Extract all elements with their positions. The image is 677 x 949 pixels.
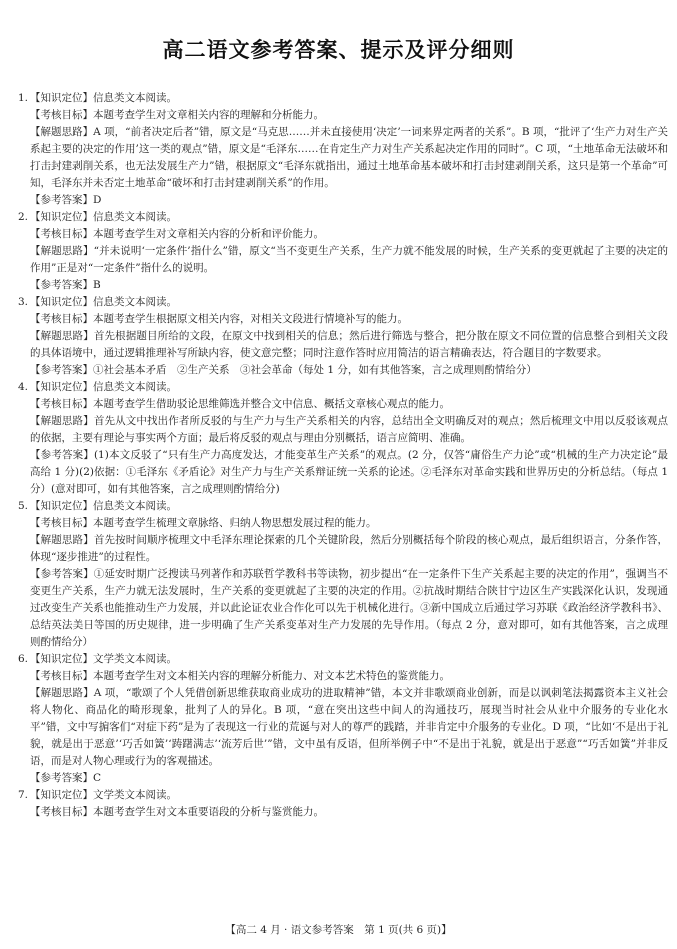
answer-item-line — [18, 311, 668, 328]
answer-item — [18, 90, 668, 209]
answer-text: 【考核目标】本题考查学生梳理文章脉络、归纳人物思想发展过程的能力。 — [30, 517, 377, 529]
answer-text: 【解题思路】“并未说明‘一定条件’指什么”错，原文“当不变更生产关系，生产力就不能发展的时候，生产关系的变更就起了主要的决定的作用”正是对“一定条件”指什么的说明。 — [30, 245, 668, 274]
answer-text: 【知识定位】信息类文本阅读。 — [30, 296, 177, 308]
answer-item-first-line — [18, 379, 668, 396]
answer-item-first-line — [18, 498, 668, 515]
answer-text: 【知识定位】信息类文本阅读。 — [30, 211, 177, 223]
answer-item-line — [18, 328, 668, 362]
answer-text: 【参考答案】①社会基本矛盾 ②生产关系 ③社会革命（每处 1 分，如有其他答案，言之成理则酌情给分） — [30, 364, 537, 376]
answer-item-line — [18, 413, 668, 447]
answer-text: 【知识定位】信息类文本阅读。 — [30, 92, 177, 104]
answer-item-first-line — [18, 90, 668, 107]
answer-item — [18, 209, 668, 294]
question-number: 5. — [18, 500, 29, 512]
answer-text: 【解题思路】A 项，“前者决定后者”错，原文是“马克思……并未直接使用‘决定’一词来界定两者的关系”。B 项，“批评了‘生产力对生产关系起主要的决定的作用’这一类的观点”错，原文是“毛泽东……在肯定生产力对生产关系起决定作用的同时”。C 项，“土地革命无法破坏和打击封建剥削关系，也无法发展生产力”错，根据原文“毛泽东就指出，通过土地革命基本破坏和打击封建剥削关系，这只是第一个革命”可知，毛泽东并未否定土地革命“破坏和打击封建剥削关系”的作用。 — [30, 126, 668, 189]
answer-item — [18, 787, 668, 821]
answer-item-line — [18, 396, 668, 413]
answer-item — [18, 379, 668, 498]
answer-item-line — [18, 668, 668, 685]
answer-text: 【考核目标】本题考查学生根据原文相关内容，对相关文段进行情境补写的能力。 — [30, 313, 408, 325]
answer-text: 【参考答案】①延安时期广泛搜读马列著作和苏联哲学教科书等读物，初步提出“在一定条件下生产关系起主要的决定的作用”，强调当不变更生产关系，生产力就无法发展时，生产关系的变更就起了主要的决定的作用。②抗战时期结合陕甘宁边区生产实践深化认识，发现通过改变生产关系也能推动生产力发展，并以此论证农业合作化可以先于机械化进行。③新中国成立后通过学习苏联《政治经济学教科书》、总结英法美日等国的历史规律，进一步明确了生产关系变革对生产力发展的先导作用。（每点 2 分，意对即可，如有其他答案，言之成理则酌情给分） — [30, 568, 668, 648]
answer-item-line — [18, 447, 668, 498]
answer-item-line — [18, 243, 668, 277]
question-number: 7. — [18, 789, 29, 801]
answer-text: 【考核目标】本题考查学生对文本重要语段的分析与鉴赏能力。 — [30, 806, 324, 818]
answer-list — [18, 90, 668, 821]
question-number: 3. — [18, 296, 29, 308]
question-number: 4. — [18, 381, 29, 393]
answer-item-line — [18, 770, 668, 787]
answer-item-line — [18, 362, 668, 379]
question-number: 2. — [18, 211, 29, 223]
answer-text: 【解题思路】首先根据题目所给的文段，在原文中找到相关的信息；然后进行筛选与整合，把分散在原文不同位置的信息整合到相关文段的具体语境中，通过逻辑推理补写所缺内容，使文意完整；同时注意作答时应用简洁的语言精确表达，符合题目的字数要求。 — [30, 330, 668, 359]
answer-text: 【考核目标】本题考查学生对文章相关内容的分析和评价能力。 — [30, 228, 324, 240]
answer-item-line — [18, 277, 668, 294]
answer-text: 【解题思路】首先按时间顺序梳理文中毛泽东理论探索的几个关键阶段，然后分别概括每个阶段的核心观点，最后组织语言，分条作答，体现“逐步推进”的过程性。 — [30, 534, 668, 563]
answer-item — [18, 498, 668, 651]
answer-item-line — [18, 107, 668, 124]
question-number: 6. — [18, 653, 29, 665]
answer-item-line — [18, 124, 668, 192]
answer-text: 【知识定位】文学类文本阅读。 — [30, 653, 177, 665]
answer-item-first-line — [18, 294, 668, 311]
answer-item-line — [18, 515, 668, 532]
answer-text: 【参考答案】(1)本文反驳了“只有生产力高度发达，才能变革生产关系”的观点。(2 分，仅答“庸俗生产力论”或“机械的生产力决定论”最高给 1 分)(2)依据：①毛泽东《矛盾论》对生产力与生产关系辩证统一关系的论述。②毛泽东对革命实践和世界历史的分析总结。（每点 1 分）(意对即可，如有其他答案，言之成理则酌情给分) — [30, 449, 668, 495]
answer-text: 【考核目标】本题考查学生对文本相关内容的理解分析能力、对文本艺术特色的鉴赏能力。 — [30, 670, 450, 682]
answer-item-line — [18, 804, 668, 821]
answer-item-line — [18, 226, 668, 243]
page-footer: 【高二 4 月 · 语文参考答案 第 1 页(共 6 页)】 — [225, 924, 452, 936]
answer-text: 【知识定位】文学类文本阅读。 — [30, 789, 177, 801]
answer-text: 【知识定位】信息类文本阅读。 — [30, 500, 177, 512]
answer-text: 【解题思路】首先从文中找出作者所反驳的与生产力与生产关系相关的内容，总结出全文明确反对的观点；然后梳理文中用以反驳该观点的依据，主要有理论与事实两个方面；最后将反驳的观点与理由分别概括，语言应简明、准确。 — [30, 415, 668, 444]
answer-item — [18, 651, 668, 787]
answer-item-line — [18, 532, 668, 566]
answer-text: 【解题思路】A 项，“歌颂了个人凭借创新思维获取商业成功的进取精神”错，本文并非歌颂商业创新，而是以讽刺笔法揭露资本主义社会将人物化、商品化的畸形现象，批判了人的异化。B 项，“意在突出这些中间人的沟通技巧，展现当时社会从业中介服务的专业化水平”错，文中写掮客们“对症下药”是为了表现这一行业的荒诞与对人的尊严的践踏，并非肯定中介服务的专业化。D 项，“比如‘不是出于礼貌，就是出于恶意’‘巧舌如簧’‘踌躇满志’‘流芳后世’”错，文中虽有反语，但所举例子中“不是出于礼貌，就是出于恶意”“巧舌如簧”并非反语，而是对人物心理或行为的客观描述。 — [30, 687, 668, 767]
answer-item-first-line — [18, 651, 668, 668]
answer-text: 【知识定位】信息类文本阅读。 — [30, 381, 177, 393]
answer-item-line — [18, 192, 668, 209]
answer-item-first-line — [18, 209, 668, 226]
page-title: 高二语文参考答案、提示及评分细则 — [162, 38, 515, 62]
answer-text: 【参考答案】D — [30, 194, 102, 206]
answer-text: 【考核目标】本题考查学生借助驳论思维筛选并整合文中信息、概括文章核心观点的能力。 — [30, 398, 450, 410]
answer-text: 【参考答案】B — [30, 279, 101, 291]
answer-item-first-line — [18, 787, 668, 804]
answer-text: 【参考答案】C — [30, 772, 102, 784]
question-number: 1. — [18, 92, 29, 104]
answer-text: 【考核目标】本题考查学生对文章相关内容的理解和分析能力。 — [30, 109, 324, 121]
answer-item-line — [18, 685, 668, 770]
answer-item-line — [18, 566, 668, 651]
answer-item — [18, 294, 668, 379]
